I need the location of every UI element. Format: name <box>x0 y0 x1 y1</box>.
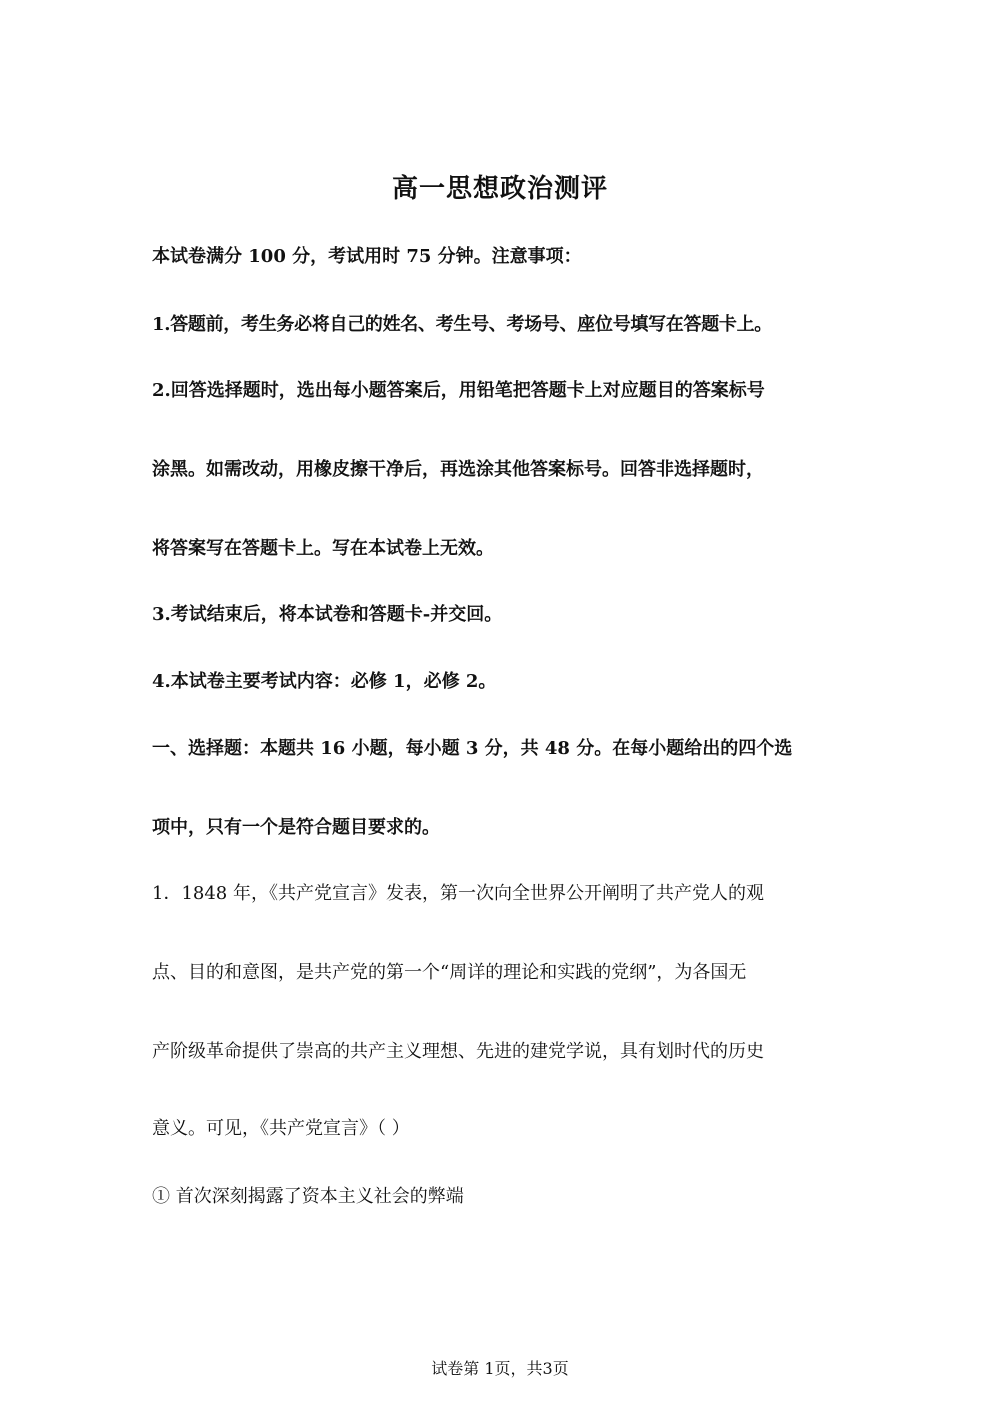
notice-item-2-line-3: 将答案写在答题卡上。写在本试卷上无效。 <box>152 538 494 559</box>
question-1-line-1: 1．1848 年，《共产党宣言》发表，第一次向全世界公开阐明了共产党人的观 <box>152 883 764 904</box>
question-1-line-4: 意义。可见，《共产党宣言》（ ） <box>152 1118 410 1139</box>
notice-item-2-line-2: 涂黑。如需改动，用橡皮擦干净后，再选涂其他答案标号。回答非选择题时， <box>152 459 764 480</box>
question-1-line-3: 产阶级革命提供了崇高的共产主义理想、先进的建党学说，具有划时代的历史 <box>152 1041 764 1062</box>
notice-item-1: 1.答题前，考生务必将自己的姓名、考生号、考场号、座位号填写在答题卡上。 <box>152 314 772 335</box>
notice-intro: 本试卷满分 100 分，考试用时 75 分钟。注意事项： <box>152 246 582 267</box>
question-1-line-2: 点、目的和意图，是共产党的第一个“周详的理论和实践的党纲”，为各国无 <box>152 962 747 983</box>
notice-item-3: 3.考试结束后，将本试卷和答题卡-并交回。 <box>152 604 503 625</box>
notice-item-4: 4.本试卷主要考试内容：必修 1，必修 2。 <box>152 671 497 692</box>
section-heading-line-2: 项中，只有一个是符合题目要求的。 <box>152 817 440 838</box>
page-title: 高一思想政治测评 <box>391 174 608 204</box>
page-footer: 试卷第 1页，共3页 <box>431 1359 569 1378</box>
question-1-option-1: ① 首次深刻揭露了资本主义社会的弊端 <box>152 1186 464 1207</box>
notice-item-2-line-1: 2.回答选择题时，选出每小题答案后，用铅笔把答题卡上对应题目的答案标号 <box>152 380 765 401</box>
section-heading-line-1: 一、选择题：本题共 16 小题，每小题 3 分，共 48 分。在每小题给出的四个选 <box>152 738 793 759</box>
